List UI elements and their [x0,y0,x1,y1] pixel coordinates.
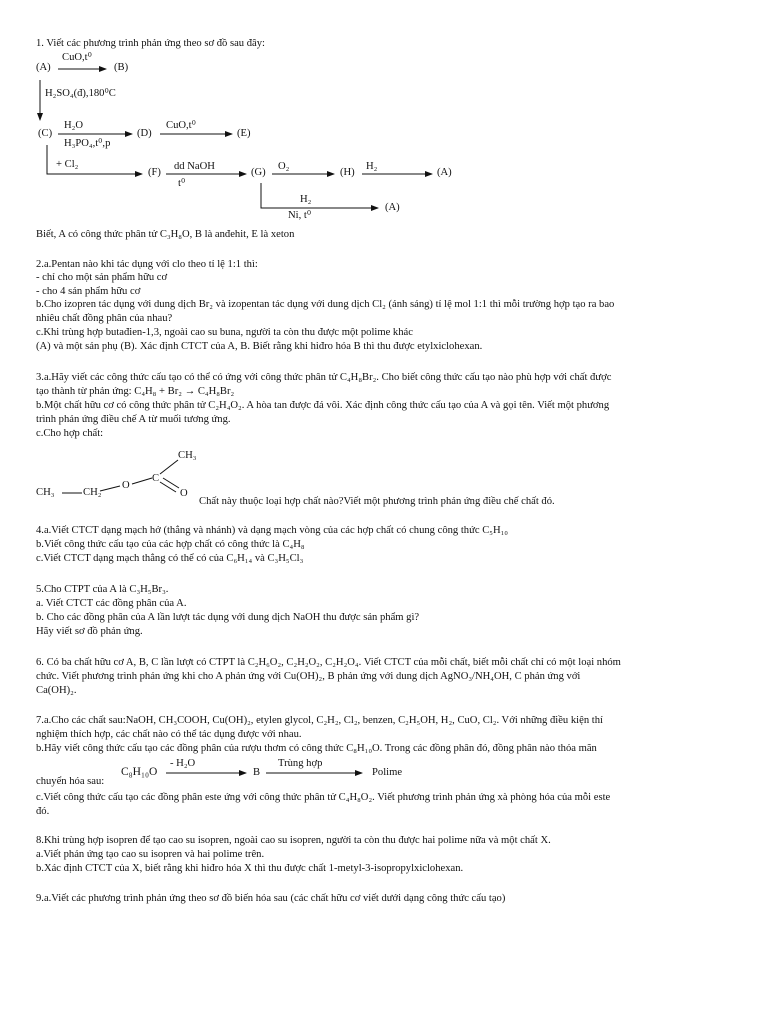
compound-a-second: (A) [437,167,452,178]
condition-c-d-bottom: H₃PO₄,t⁰,p [64,138,111,149]
condition-f-g-top: dd NaOH [174,161,215,172]
q2-line-4: b.Cho izopren tác dụng với dung dịch Br₂ và izopentan tác dụng với dung dịch Cl₂ (ánh sáng) tỉ lệ mol 1:1 thì mỗi trường hợp tạo ra bao [36,299,615,310]
q6-line-1: 6. Có ba chất hữu cơ A, B, C lần lượt có CTPT là C₂H₆O₂, C₂H₂O₂, C₂H₂O₄. Viết CTCT của mỗi chất, biết mỗi chất chỉ có một loại nhóm [36,657,621,668]
q4-line-1: 4.a.Viết CTCT dạng mạch hở (thẳng và nhánh) và dạng mạch vòng của các hợp chất có chung công thức C₅H₁₀ [36,525,508,536]
condition-d-e: CuO,t⁰ [166,120,196,131]
q7-line-6: đó. [36,806,50,817]
struct-ch2: CH₂ [83,487,102,498]
q2-line-1: 2.a.Pentan nào khi tác dụng với clo theo tỉ lệ 1:1 thì: [36,259,258,270]
compound-e: (E) [237,128,251,139]
q2-line-2: - chỉ cho một sản phẩm hữu cơ [36,272,168,283]
q3-line-6: Chất này thuộc loại hợp chất nào?Viết một phương trình phản ứng điều chế chất đó. [199,496,555,507]
condition-g-h: O₂ [278,161,290,172]
q1-title: 1. Viết các phương trình phản ứng theo sơ đồ sau đây: [36,38,265,49]
q8-line-1: 8.Khi trùng hợp isopren để tạo cao su isopren, ngoài cao su isopren, người ta còn thu được hai polime nữa và một chất X. [36,835,551,846]
struct-oxygen-carbonyl: O [180,488,188,499]
compound-c: (C) [38,128,53,139]
q7-line-2: nghiệm thích hợp, các chất nào có thể tác dụng được với nhau. [36,729,302,740]
compound-a: (A) [36,62,51,73]
scheme-end-polime: Polime [372,767,403,778]
condition-c-d-top: H₂O [64,120,83,131]
struct-carbon: C [152,473,160,484]
q3-line-5: c.Cho hợp chất: [36,428,104,439]
scheme-condition-polymerization: Trùng hợp [278,758,323,769]
q4-line-2: b.Viết công thức cấu tạo của các hợp chất có công thức là C₄H₈ [36,539,305,550]
struct-ch3-left: CH₃ [36,487,55,498]
q1-note: Biết, A có công thức phân tử C₃H₈O, B là anđehit, E là xeton [36,229,295,240]
q8-line-2: a.Viết phản ứng tạo cao su isopren và hai polime trên. [36,849,265,860]
compound-d: (D) [137,128,152,139]
struct-oxygen-ester: O [122,480,130,491]
struct-ch3-top: CH₃ [178,450,197,461]
q5-line-3: b. Cho các đồng phân của A lần lượt tác dụng với dung dịch NaOH thu được sản phẩm gì? [36,612,420,623]
q2-line-3: - cho 4 sản phẩm hữu cơ [36,286,141,297]
q9-line-1: 9.a.Viết các phương trình phản ứng theo sơ đồ biến hóa sau (các chất hữu cơ viết dưới dạng công thức cấu tạo) [36,893,506,904]
compound-a-third: (A) [385,202,400,213]
q6-line-3: Ca(OH)₂. [36,685,77,696]
condition-a-b: CuO,t⁰ [62,52,92,63]
q7-line-5: c.Viết công thức cấu tạo các đồng phân este ứng với công thức phân tử C₄H₈O₂. Viết phương trình phản ứng xà phòng hóa của mỗi este [36,792,611,803]
compound-f: (F) [148,167,161,178]
q3-line-4: trình phản ứng điều chế A từ muối tương ứng. [36,414,231,425]
q2-line-6: c.Khi trùng hợp butađien-1,3, ngoài cao su buna, người ta còn thu được một polime khác [36,327,413,338]
q6-line-2: chức. Viết phương trình phản ứng khi cho A phản ứng với Cu(OH)₂, B phản ứng với dung dịch AgNO₃/NH₄OH, C phản ứng với [36,671,581,682]
condition-c-f: + Cl₂ [56,159,79,170]
q7-line-4: chuyển hóa sau: [36,776,105,787]
compound-h: (H) [340,167,355,178]
q2-line-7: (A) và một sản phụ (B). Xác định CTCT của A, B. Biết rằng khi hiđro hóa B thì thu được etylxiclohexan. [36,341,483,352]
q8-line-3: b.Xác định CTCT của X, biết rằng khi hiđro hóa X thì thu được chất 1-metyl-3-isopropylxiclohexan. [36,863,464,874]
scheme-start-c8h10o: C₈H₁₀O [121,766,158,778]
condition-g-a-bottom: Ni, t⁰ [288,210,312,221]
q2-line-5: nhiêu chất đồng phân của nhau? [36,313,173,324]
q7-line-3: b.Hãy viết công thức cấu tạo các đồng phân của rượu thơm có công thức C₈H₁₀O. Trong các đồng phân đó, đồng phân nào thỏa mãn [36,743,597,754]
q4-line-3: c.Viết CTCT dạng mạch thẳng có thể có của C₆H₁₄ và C₃H₅Cl₃ [36,553,304,564]
compound-g: (G) [251,167,266,178]
scheme-mid-b: B [253,767,261,778]
condition-h-a: H₂ [366,161,378,172]
q5-line-2: a. Viết CTCT các đồng phân của A. [36,598,187,609]
compound-b: (B) [114,62,129,73]
q3-line-3: b.Một chất hữu cơ có công thức phân tử C₂H₄O₂. A hòa tan được đá vôi. Xác định công thức cấu tạo của A và gọi tên. Viết một phương [36,400,610,411]
scheme-condition-dehydration: - H₂O [170,758,196,769]
q7-line-1: 7.a.Cho các chất sau:NaOH, CH₃COOH, Cu(OH)₂, etylen glycol, C₂H₂, Cl₂, benzen, C₂H₅OH, H₂, CuO, Cl₂. Với những điều kiện thí [36,715,603,726]
q5-line-4: Hãy viết sơ đồ phản ứng. [36,626,143,637]
q3-line-2: tạo thành từ phản ứng: C₄H₈ + Br₂ → C₄H₈Br₂ [36,386,235,397]
condition-f-g-bottom: t⁰ [178,178,186,189]
q3-line-1: 3.a.Hãy viết các công thức cấu tạo có thể có ứng với công thức phân tử C₄H₈Br₂. Cho biết công thức cấu tạo nào phù hợp với chất được [36,372,612,383]
q5-line-1: 5.Cho CTPT của A là C₃H₅Br₃. [36,584,169,595]
condition-a-c: H₂SO₄(đ),180⁰C [45,88,116,99]
condition-g-a-top: H₂ [300,194,312,205]
